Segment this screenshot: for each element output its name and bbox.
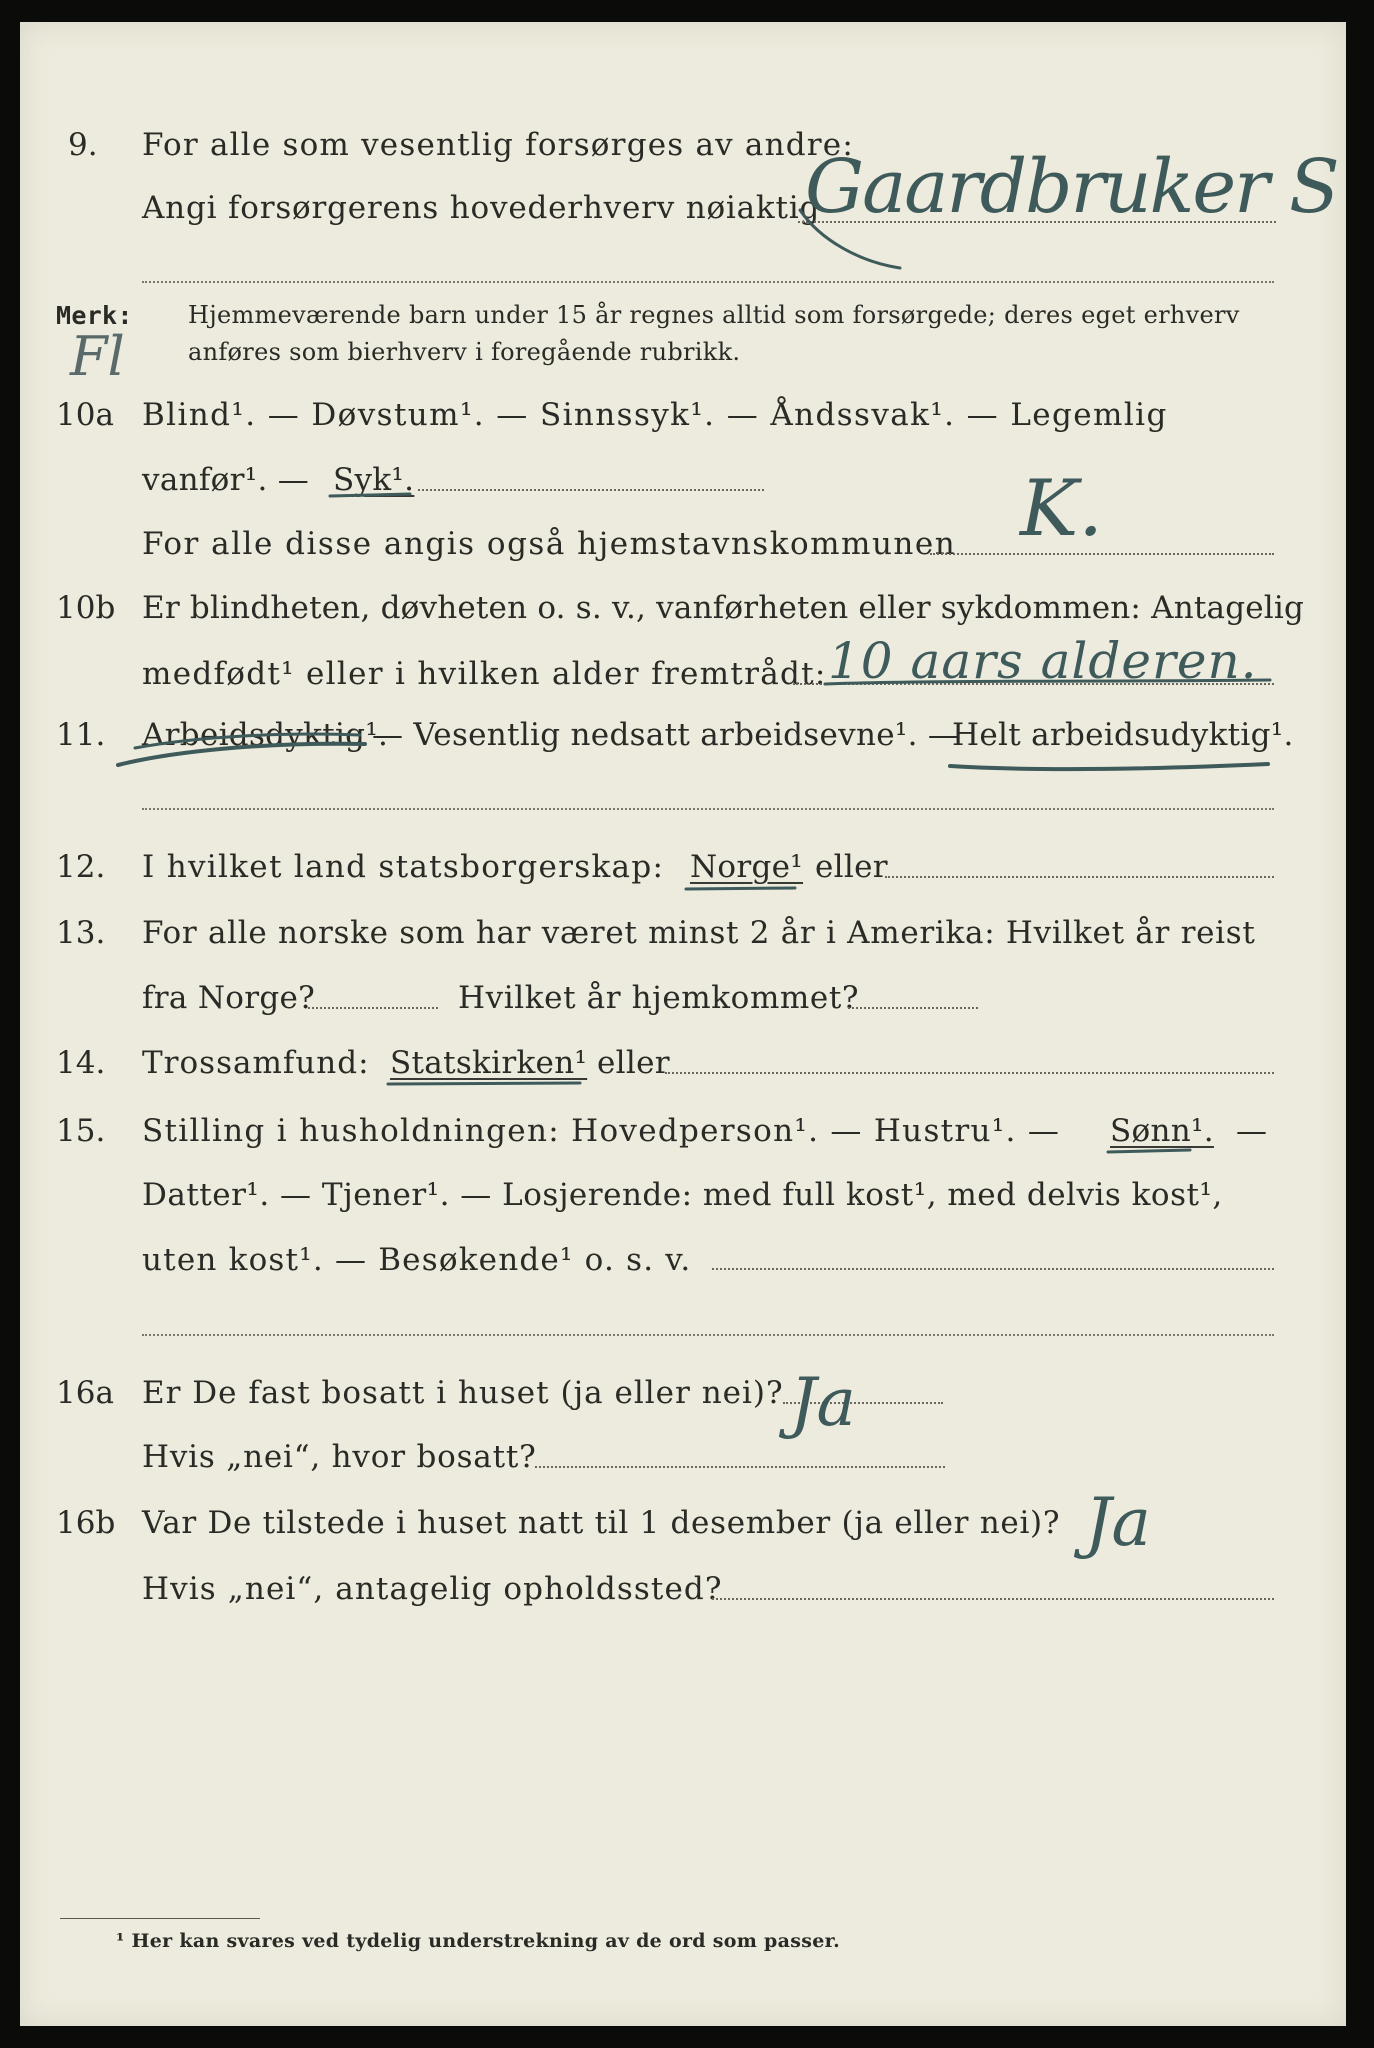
merk-margin-note: Fl (70, 325, 125, 388)
q16b-line1: Var De tilstede i huset natt til 1 desember (ja eller nei)? (142, 1505, 1061, 1541)
q10a-line3: For alle disse angis også hjemstavnskommunen (142, 526, 957, 562)
q10a-answer-handwriting: K. (1020, 464, 1104, 554)
q15-number: 15. (56, 1113, 106, 1149)
q13-fra-norge: fra Norge? (142, 980, 316, 1016)
q10a-number: 10a (56, 397, 114, 433)
q13-hjemkommet: Hvilket år hjemkommet? (458, 980, 860, 1016)
q10a-line2-prefix: vanfør¹. — (142, 462, 310, 498)
q10b-line1: Er blindheten, døvheten o. s. v., vanførheten eller sykdommen: Antagelig (142, 590, 1305, 626)
q12-eller: eller (815, 849, 888, 885)
underline-norge (686, 888, 795, 889)
underline-syk (330, 494, 410, 496)
footnote: ¹ Her kan svares ved tydelig understrekning av de ord som passer. (116, 1930, 841, 1952)
q16b-answer-handwriting: Ja (1085, 1484, 1151, 1561)
merk-line2: anføres som bierhverv i foregående rubrikk. (188, 338, 741, 366)
q12-number: 12. (56, 849, 106, 885)
q13-number: 13. (56, 915, 106, 951)
q15-sonn-option: Sønn¹. (1110, 1113, 1214, 1149)
underline-q10b-answer (825, 680, 1270, 684)
q16a-line1: Er De fast bosatt i huset (ja eller nei)? (142, 1375, 784, 1411)
underline-statskirken (388, 1083, 580, 1084)
q9-number: 9. (68, 127, 98, 163)
q14-label: Trossamfund: (142, 1045, 370, 1081)
q9-line2: Angi forsørgerens hovederhverv nøiaktig (142, 190, 821, 226)
q16b-line2: Hvis „nei“, antagelig opholdssted? (142, 1571, 723, 1607)
q11-option-arbeidsdyktig: Arbeidsdyktig¹. (142, 717, 389, 753)
q15-line2: Datter¹. — Tjener¹. — Losjerende: med full kost¹, med delvis kost¹, (142, 1177, 1223, 1213)
merk-line1: Hjemmeværende barn under 15 år regnes alltid som forsørgede; deres eget erhverv (188, 301, 1240, 329)
q15-line3: uten kost¹. — Besøkende¹ o. s. v. (142, 1242, 692, 1278)
q11-option-helt-arbeidsudyktig: Helt arbeidsudyktig¹. (952, 717, 1294, 753)
q13-line1: For alle norske som har været minst 2 år i Amerika: Hvilket år reist (142, 915, 1256, 951)
flourish-q9-answer (800, 210, 900, 268)
q11-number: 11. (56, 717, 106, 753)
q10b-line2: medfødt¹ eller i hvilken alder fremtrådt: (142, 656, 827, 692)
q12-norge-option: Norge¹ (690, 849, 804, 885)
q10b-answer-handwriting: 10 aars alderen. (828, 632, 1258, 690)
q16b-number: 16b (56, 1505, 116, 1541)
q12-question: I hvilket land statsborgerskap: (142, 849, 665, 885)
q9-line1: For alle som vesentlig forsørges av andre: (142, 127, 854, 163)
q10b-number: 10b (56, 590, 116, 626)
q14-statskirken-option: Statskirken¹ (390, 1045, 588, 1081)
q11-middle-text: — Vesentlig nedsatt arbeidsevne¹. — (372, 717, 960, 753)
q9-answer-handwriting: Gaardbruker S (805, 144, 1338, 230)
q16a-answer-handwriting: Ja (790, 1364, 856, 1441)
q10a-syk-option: Syk¹. (333, 462, 415, 498)
q16a-number: 16a (56, 1375, 114, 1411)
q15-line1-dash: — (1236, 1113, 1268, 1149)
strikethrough-arbeidsdyktig (118, 744, 365, 765)
q14-number: 14. (56, 1045, 106, 1081)
merk-label: Merk: (56, 301, 133, 330)
q16a-line2: Hvis „nei“, hvor bosatt? (142, 1439, 537, 1475)
underline-sonn (1108, 1150, 1190, 1152)
underline-helt-arbeidsudyktig (950, 764, 1268, 769)
q15-line1: Stilling i husholdningen: Hovedperson¹. — Hustru¹. — (142, 1113, 1061, 1149)
q14-eller: eller (597, 1045, 670, 1081)
q10a-line1: Blind¹. — Døvstum¹. — Sinnssyk¹. — Åndssvak¹. — Legemlig (142, 397, 1168, 433)
